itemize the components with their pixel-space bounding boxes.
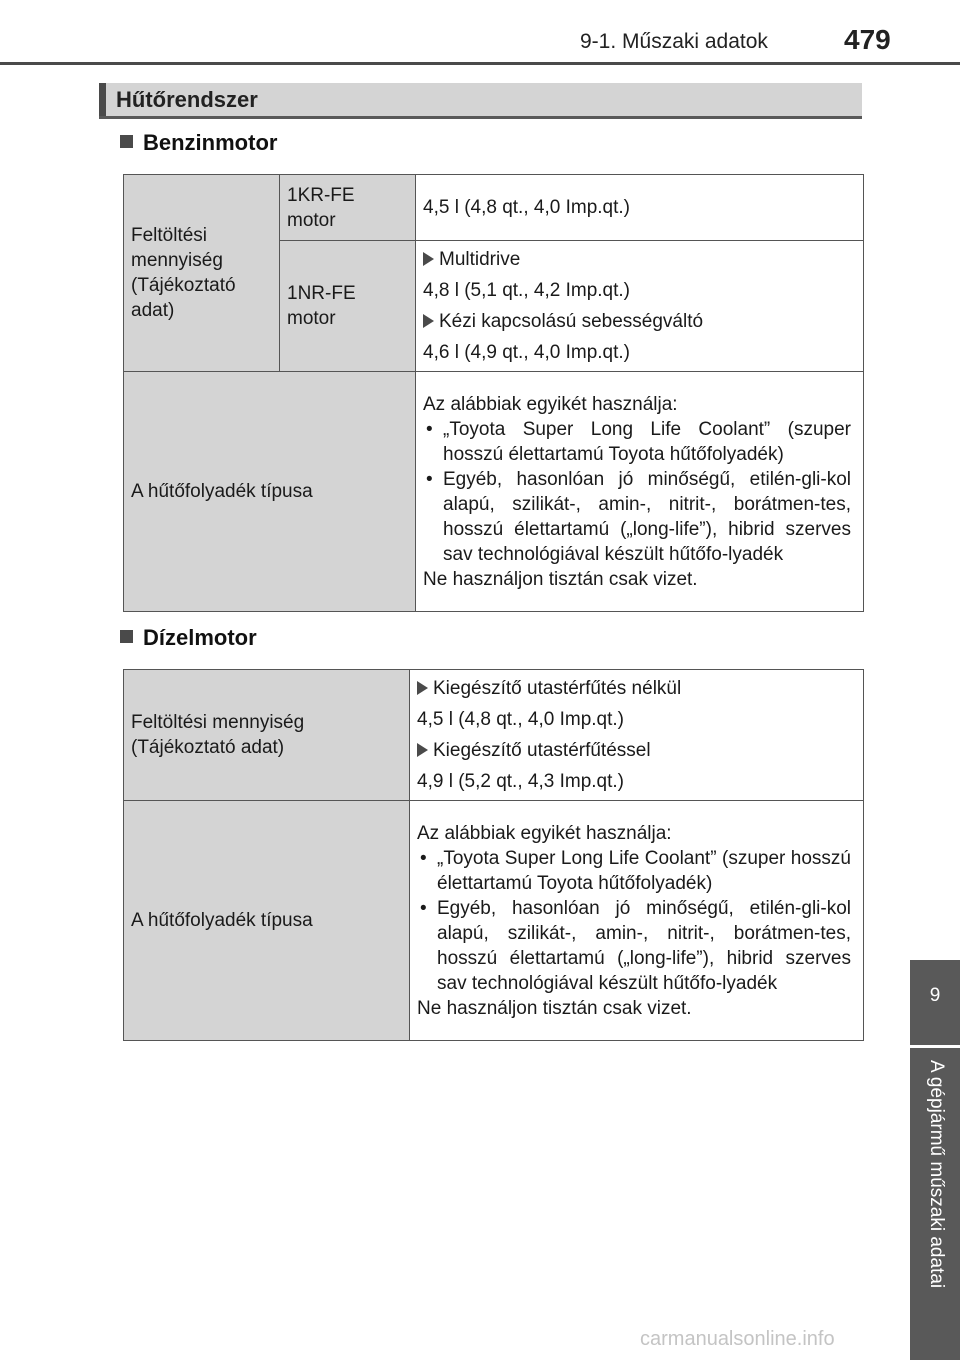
option-with-heater [417, 738, 851, 763]
option-value: 4,9 l (5,2 qt., 4,3 Imp.qt.) [417, 771, 624, 792]
option-value: 4,8 l (5,1 qt., 4,2 Imp.qt.) [423, 280, 630, 301]
coolant-intro: Az alábbiak egyikét használja: [417, 822, 672, 844]
benzin-coolant-desc [416, 372, 864, 612]
coolant-bullet: • „Toyota Super Long Life Coolant” (szuper hosszú élettartamú Toyota hűtőfolyadék) [417, 846, 851, 896]
coolant-note: Ne használjon tisztán csak vizet. [417, 997, 692, 1019]
option-label: Kézi kapcsolású sebességváltó [439, 311, 704, 332]
triangle-bullet-icon [417, 681, 428, 695]
diesel-table [123, 669, 864, 1041]
section-heading [99, 83, 862, 119]
benzin-capacity-label: Feltöltési mennyiség (Tájékoztató adat) [124, 175, 280, 372]
diesel-heading-label: Dízelmotor [143, 625, 257, 650]
engine-options-1nr [416, 241, 864, 372]
square-bullet-icon [120, 630, 133, 643]
coolant-bullet: • Egyéb, hasonlóan jó minőségű, etilén-gli-kol alapú, szilikát-, amin-, nitrit-, borátmen-tes, hosszú élettartamú („long-life”), hibrid szerves sav technológiával készült hűtőfo-lyadék [423, 467, 851, 567]
option-label: Kiegészítő utastérfűtéssel [433, 740, 651, 761]
coolant-note: Ne használjon tisztán csak vizet. [423, 568, 698, 590]
diesel-coolant-label: A hűtőfolyadék típusa [124, 801, 410, 1041]
table-row [124, 670, 864, 801]
option-manual [423, 309, 851, 334]
benzin-heading [120, 130, 277, 156]
chapter-tab-divider [910, 1045, 960, 1048]
benzin-coolant-label: A hűtőfolyadék típusa [124, 372, 416, 612]
section-heading-label: Hűtőrendszer [116, 87, 258, 112]
diesel-coolant-desc [410, 801, 864, 1041]
coolant-intro: Az alábbiak egyikét használja: [423, 393, 678, 415]
option-no-heater [417, 676, 851, 701]
header-rule [0, 62, 960, 65]
chapter-side-tab [910, 960, 960, 1360]
watermark: carmanualsonline.info [640, 1328, 835, 1350]
table-row [124, 175, 864, 241]
diesel-options [410, 670, 864, 801]
diesel-capacity-label: Feltöltési mennyiség (Tájékoztató adat) [124, 670, 410, 801]
option-label: Multidrive [439, 249, 521, 270]
benzin-heading-label: Benzinmotor [143, 130, 278, 155]
table-row [124, 372, 864, 612]
option-value: 4,6 l (4,9 qt., 4,0 Imp.qt.) [423, 342, 630, 363]
triangle-bullet-icon [417, 743, 428, 757]
coolant-bullet: • Egyéb, hasonlóan jó minőségű, etilén-gli-kol alapú, szilikát-, amin-, nitrit-, borátmen-tes, hosszú élettartamú („long-life”), hibrid szerves sav technológiával készült hűtőfo-lyadék [417, 896, 851, 996]
engine-name-1kr: 1KR-FE motor [280, 175, 416, 241]
engine-name-1nr: 1NR-FE motor [280, 241, 416, 372]
engine-value-1kr: 4,5 l (4,8 qt., 4,0 Imp.qt.) [416, 175, 864, 241]
table-row [124, 801, 864, 1041]
page-number: 479 [844, 24, 891, 55]
diesel-heading [120, 625, 257, 651]
benzin-table [123, 174, 864, 612]
option-value: 4,5 l (4,8 qt., 4,0 Imp.qt.) [417, 709, 624, 730]
triangle-bullet-icon [423, 252, 434, 266]
option-label: Kiegészítő utastérfűtés nélkül [433, 678, 682, 699]
chapter-number: 9 [929, 985, 941, 1006]
chapter-title: A gépjármű műszaki adatai [926, 1060, 947, 1289]
square-bullet-icon [120, 135, 133, 148]
triangle-bullet-icon [423, 314, 434, 328]
header-section-title: 9-1. Műszaki adatok [580, 30, 768, 53]
option-multidrive [423, 247, 851, 272]
section-heading-accent [99, 83, 106, 116]
coolant-bullet: • „Toyota Super Long Life Coolant” (szuper hosszú élettartamú Toyota hűtőfolyadék) [423, 417, 851, 467]
